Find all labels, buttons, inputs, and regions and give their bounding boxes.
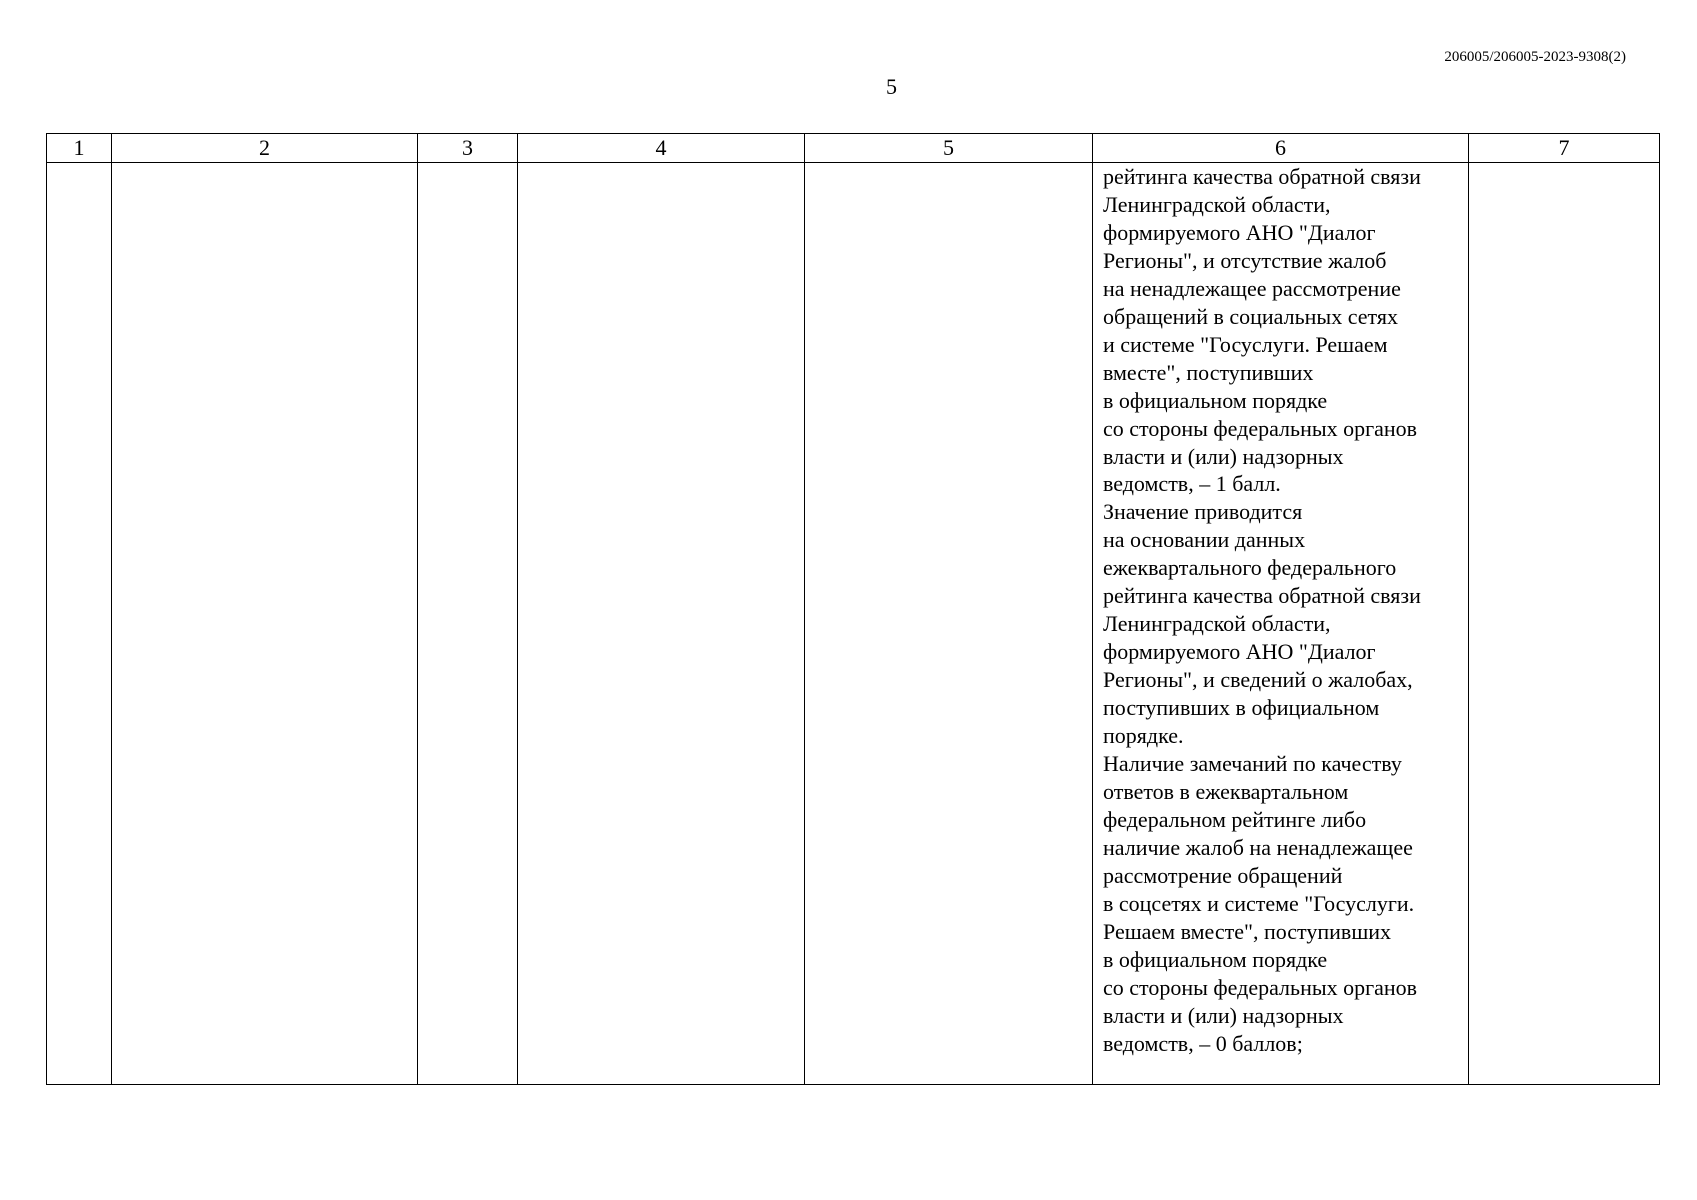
table-cell-col1 [47,163,112,1085]
cell-text-col6: рейтинга качества обратной связи Ленинградской области, формируемого АНО "Диалог Регионы", и отсутствие жалоб на ненадлежащее рассмотрение обращений в социальных сетях и системе "Госуслуги. Решаем вместе", поступивших в официальном порядке со стороны федеральных органов власти и (или) надзорных ведомств, – 1 балл. Значение приводится на основании данных ежеквартального федерального рейтинга качества обратной связи Ленинградской области, формируемого АНО "Диалог Регионы", и сведений о жалобах, поступивших в официальном порядке. Наличие замечаний по качеству ответов в ежеквартальном федеральном рейтинге либо наличие жалоб на ненадлежащее рассмотрение обращений в соцсетях и системе "Госуслуги. Решаем вместе", поступивших в официальном порядке со стороны федеральных органов власти и (или) надзорных ведомств, – 0 баллов; [1103,164,1421,1056]
column-header-1: 1 [47,134,112,163]
table-cell-col2 [112,163,418,1085]
column-header-7: 7 [1469,134,1660,163]
column-header-5: 5 [805,134,1093,163]
column-header-6: 6 [1093,134,1469,163]
column-header-3: 3 [418,134,518,163]
table-cell-col7 [1469,163,1660,1085]
column-header-4: 4 [518,134,805,163]
document-id: 206005/206005-2023-9308(2) [1444,49,1626,65]
page-number: 5 [886,74,897,99]
data-table [46,133,1660,1085]
table-row [47,163,1660,1085]
table-header-row [47,134,1660,163]
table-cell-col5 [805,163,1093,1085]
table-cell-col3 [418,163,518,1085]
table-cell-col4 [518,163,805,1085]
column-header-2: 2 [112,134,418,163]
table-cell-col6 [1093,163,1469,1085]
